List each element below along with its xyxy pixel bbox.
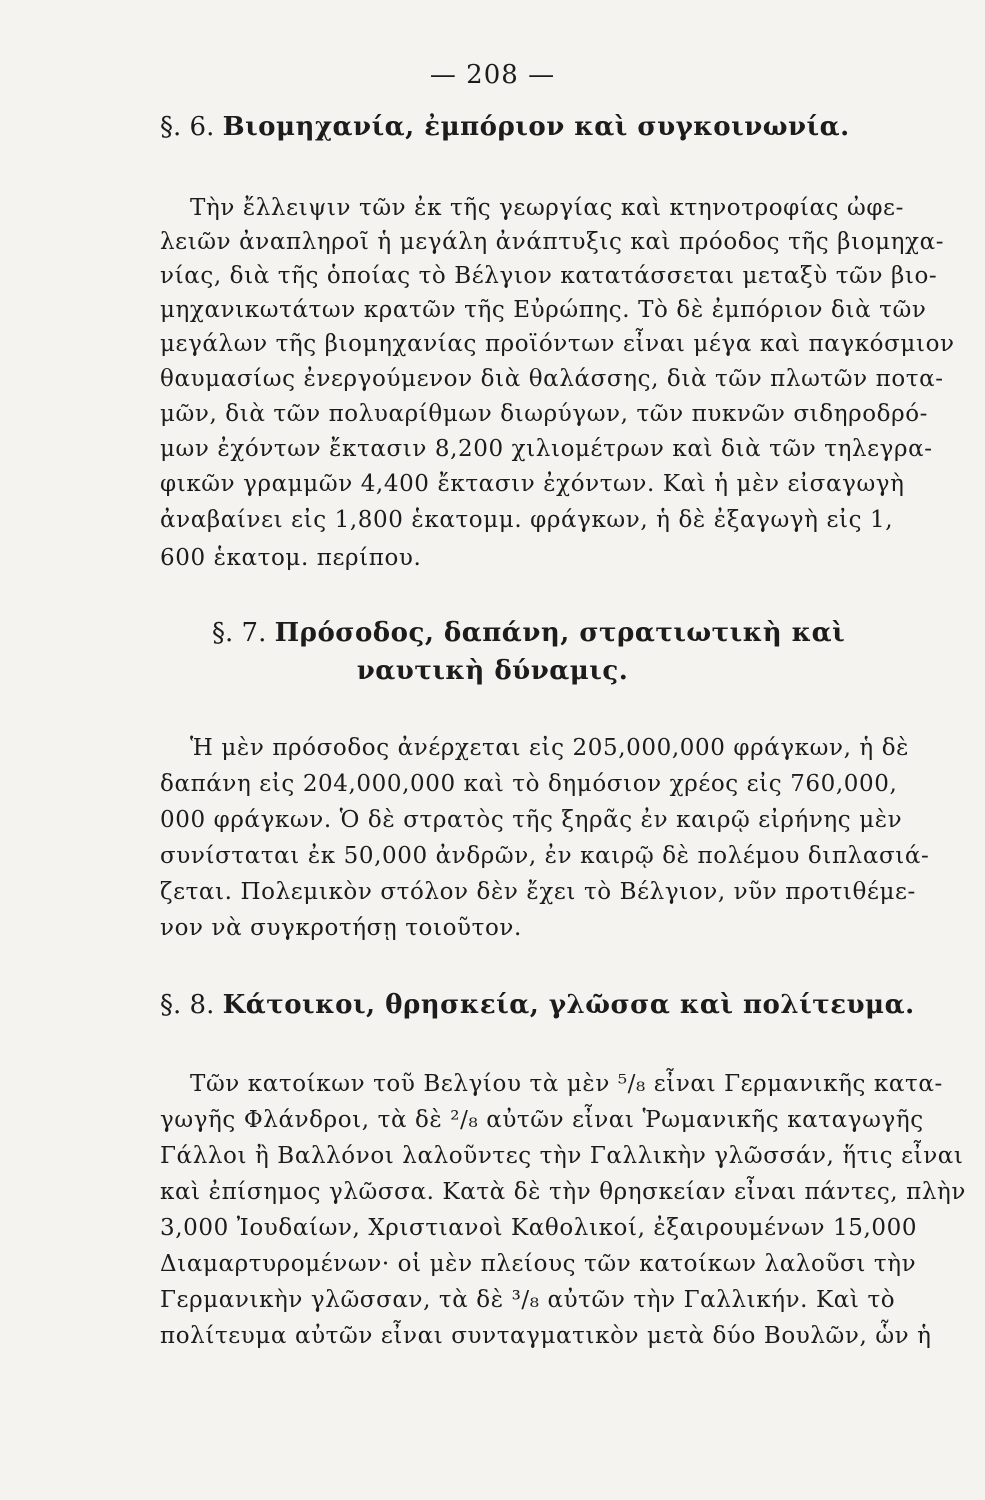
- section-8-number: §. 8.: [160, 990, 215, 1020]
- section-8-line: Γερμανικὴν γλῶσσαν, τὰ δὲ ³/₈ αὐτῶν τὴν Γαλλικήν. Καὶ τὸ: [160, 1287, 896, 1313]
- section-8-line: Τῶν κατοίκων τοῦ Βελγίου τὰ μὲν ⁵/₈ εἶναι Γερμανικῆς κατα-: [190, 1071, 943, 1097]
- section-6-line: θαυμασίως ἐνεργούμενον διὰ θαλάσσης, διὰ τῶν πλωτῶν ποτα-: [160, 366, 944, 392]
- section-6-line: φικῶν γραμμῶν 4,400 ἔκτασιν ἐχόντων. Καὶ ἡ μὲν εἰσαγωγὴ: [160, 471, 905, 497]
- section-7-title-line2: ναυτικὴ δύναμις.: [356, 656, 629, 686]
- section-8-line: Διαμαρτυρομένων· οἱ μὲν πλείους τῶν κατοίκων λαλοῦσι τὴν: [160, 1251, 917, 1277]
- section-7-heading: [212, 618, 932, 648]
- section-8-line: γωγῆς Φλάνδροι, τὰ δὲ ²/₈ αὐτῶν εἶναι Ῥωμανικῆς καταγωγῆς: [160, 1107, 924, 1133]
- section-6-line: μῶν, διὰ τῶν πολυαρίθμων διωρύγων, τῶν πυκνῶν σιδηροδρό-: [160, 401, 929, 427]
- section-6-line: λειῶν ἀναπληροῖ ἡ μεγάλη ἀνάπτυξις καὶ πρόοδος τῆς βιομηχα-: [160, 229, 945, 255]
- section-7-line: ζεται. Πολεμικὸν στόλον δὲν ἔχει τὸ Βέλγιον, νῦν προτιθέμε-: [160, 879, 916, 905]
- section-6-heading: [160, 112, 880, 142]
- section-8-line: 3,000 Ἰουδαίων, Χριστιανοὶ Καθολικοί, ἐξαιρουμένων 15,000: [160, 1215, 918, 1241]
- section-6-number: §. 6.: [160, 112, 215, 142]
- section-7-line: συνίσταται ἐκ 50,000 ἀνδρῶν, ἐν καιρῷ δὲ πολέμου διπλασιά-: [160, 843, 930, 869]
- section-8-title: Κάτοικοι, θρησκεία, γλῶσσα καὶ πολίτευμα.: [222, 990, 915, 1020]
- section-7-line: νον νὰ συγκροτήσῃ τοιοῦτον.: [160, 915, 522, 941]
- section-6-line: Τὴν ἔλλειψιν τῶν ἐκ τῆς γεωργίας καὶ κτηνοτροφίας ὠφε-: [190, 195, 904, 221]
- section-7-line: 000 φράγκων. Ὁ δὲ στρατὸς τῆς ξηρᾶς ἐν καιρῷ εἰρήνης μὲν: [160, 807, 903, 833]
- page-number: — 208 —: [429, 60, 556, 90]
- section-6-line: ἀναβαίνει εἰς 1,800 ἑκατομμ. φράγκων, ἡ δὲ ἐξαγωγὴ εἰς 1,: [160, 507, 894, 533]
- section-6-title: Βιομηχανία, ἐμπόριον καὶ συγκοινωνία.: [222, 112, 850, 142]
- section-7-title-line1: Πρόσοδος, δαπάνη, στρατιωτικὴ καὶ: [274, 618, 846, 648]
- section-6-line: μων ἐχόντων ἔκτασιν 8,200 χιλιομέτρων καὶ διὰ τῶν τηλεγρα-: [160, 436, 933, 462]
- section-6-line: 600 ἑκατομ. περίπου.: [160, 545, 422, 571]
- section-7-number: §. 7.: [212, 618, 267, 648]
- section-8-line: πολίτευμα αὐτῶν εἶναι συνταγματικὸν μετὰ δύο Βουλῶν, ὧν ἡ: [160, 1323, 932, 1349]
- section-6-line: μεγάλων τῆς βιομηχανίας προϊόντων εἶναι μέγα καὶ παγκόσμιον: [160, 331, 955, 357]
- section-8-heading: [160, 990, 915, 1020]
- section-8-line: Γάλλοι ἢ Βαλλόνοι λαλοῦντες τὴν Γαλλικὴν γλῶσσάν, ἥτις εἶναι: [160, 1143, 964, 1169]
- section-7-line: Ἡ μὲν πρόσοδος ἀνέρχεται εἰς 205,000,000 φράγκων, ἡ δὲ: [190, 735, 910, 761]
- section-7-line: δαπάνη εἰς 204,000,000 καὶ τὸ δημόσιον χρέος εἰς 760,000,: [160, 771, 898, 797]
- section-6-line: νίας, διὰ τῆς ὁποίας τὸ Βέλγιον κατατάσσεται μεταξὺ τῶν βιο-: [160, 263, 938, 289]
- section-6-line: μηχανικωτάτων κρατῶν τῆς Εὐρώπης. Τὸ δὲ ἐμπόριον διὰ τῶν: [160, 297, 927, 323]
- section-8-line: καὶ ἐπίσημος γλῶσσα. Κατὰ δὲ τὴν θρησκείαν εἶναι πάντες, πλὴν: [160, 1179, 966, 1205]
